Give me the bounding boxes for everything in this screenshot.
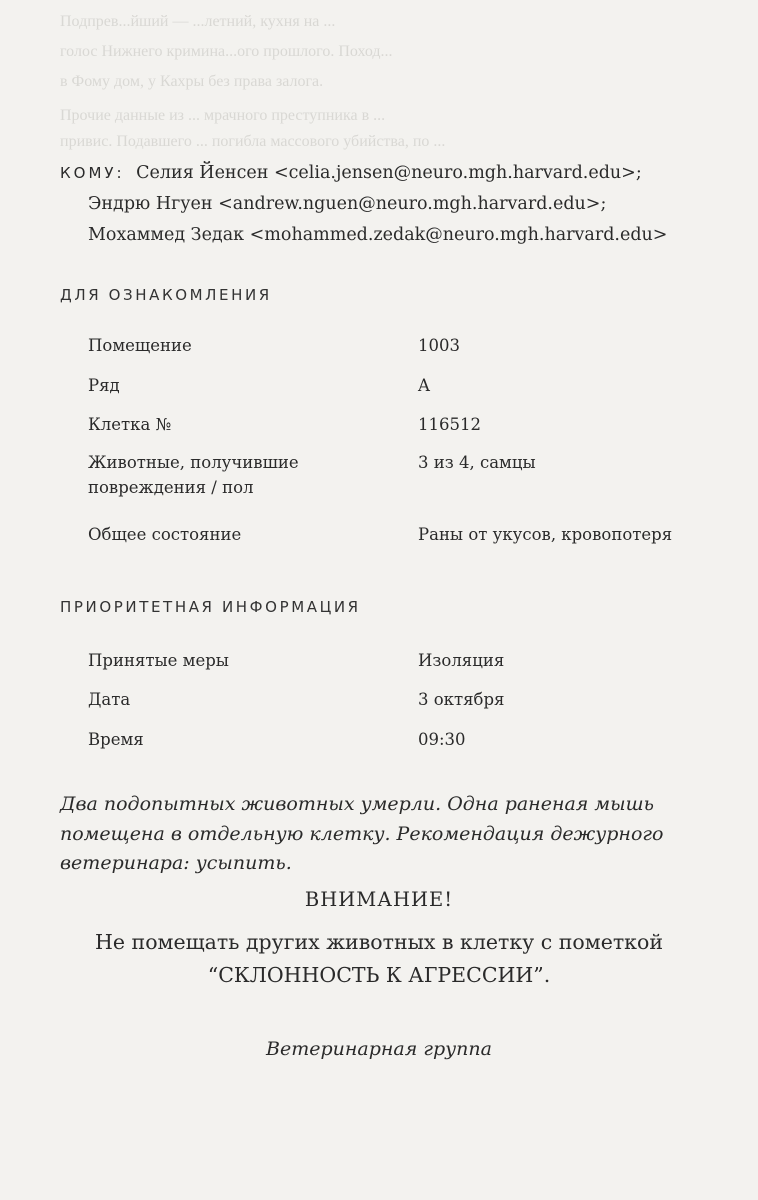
info-section-title: ДЛЯ ОЗНАКОМЛЕНИЯ <box>60 286 272 304</box>
row-value: 1003 <box>418 336 460 355</box>
table-row <box>88 373 688 412</box>
recipient-1: Селия Йенсен <celia.jensen@neuro.mgh.harvard.edu>; <box>136 163 642 183</box>
table-row <box>88 648 688 687</box>
table-row <box>88 687 688 727</box>
row-value: 116512 <box>418 415 481 434</box>
row-value: A <box>418 376 430 395</box>
info-table <box>88 333 688 552</box>
row-value: 09:30 <box>418 730 466 749</box>
priority-table <box>88 648 688 757</box>
row-value: Раны от укусов, кровопотеря <box>418 525 673 544</box>
row-key: Помещение <box>88 336 192 355</box>
recipient-2: Эндрю Нгуен <andrew.nguen@neuro.mgh.harvard.edu>; <box>88 194 607 214</box>
row-value: 3 октября <box>418 690 505 709</box>
row-key: Ряд <box>88 376 120 395</box>
priority-section-title: ПРИОРИТЕТНАЯ ИНФОРМАЦИЯ <box>60 598 361 616</box>
row-key: Дата <box>88 690 131 709</box>
row-value: 3 из 4, самцы <box>418 453 536 472</box>
recipients-block <box>60 158 667 251</box>
bleed-through-line: привис. Подавшего ... погибла массового убийства, по ... <box>60 133 446 150</box>
table-row <box>88 450 688 522</box>
warning-body <box>0 926 758 992</box>
warning-line: “СКЛОННОСТЬ К АГРЕССИИ”. <box>207 963 551 987</box>
table-row <box>88 522 688 552</box>
bleed-through-line: Подпрев...йший — ...летний, кухня на ... <box>60 13 336 30</box>
row-key: Общее состояние <box>88 525 242 544</box>
note-line: помещена в отдельную клетку. Рекомендация дежурного <box>60 822 664 845</box>
note-line: ветеринара: усыпить. <box>60 852 292 874</box>
warning-title: ВНИМАНИЕ! <box>304 888 454 911</box>
recipient-3: Мохаммед Зедак <mohammed.zedak@neuro.mgh.harvard.edu> <box>88 225 668 245</box>
note-line: Два подопытных животных умерли. Одна раненая мышь <box>60 793 654 815</box>
bleed-through-line: Прочие данные из ... мрачного преступника в ... <box>60 107 386 124</box>
warning-line: Не помещать других животных в клетку с пометкой <box>95 930 663 954</box>
incident-note <box>60 790 680 879</box>
bleed-through-line: голос Нижнего кримина...ого прошлого. Поход... <box>60 43 393 60</box>
to-label: КОМУ: <box>60 164 125 182</box>
row-key: Принятые меры <box>88 651 229 670</box>
signature: Ветеринарная группа <box>266 1038 492 1060</box>
row-key: Животные, получившие повреждения / пол <box>88 453 299 497</box>
recipient-line <box>60 158 667 189</box>
table-row <box>88 727 688 757</box>
table-row <box>88 333 688 373</box>
row-key: Время <box>88 730 144 749</box>
table-row <box>88 412 688 450</box>
bleed-through-line: в Фому дом, у Кахры без права залога. <box>60 73 324 90</box>
row-value: Изоляция <box>418 651 505 670</box>
row-key: Клетка № <box>88 415 172 434</box>
